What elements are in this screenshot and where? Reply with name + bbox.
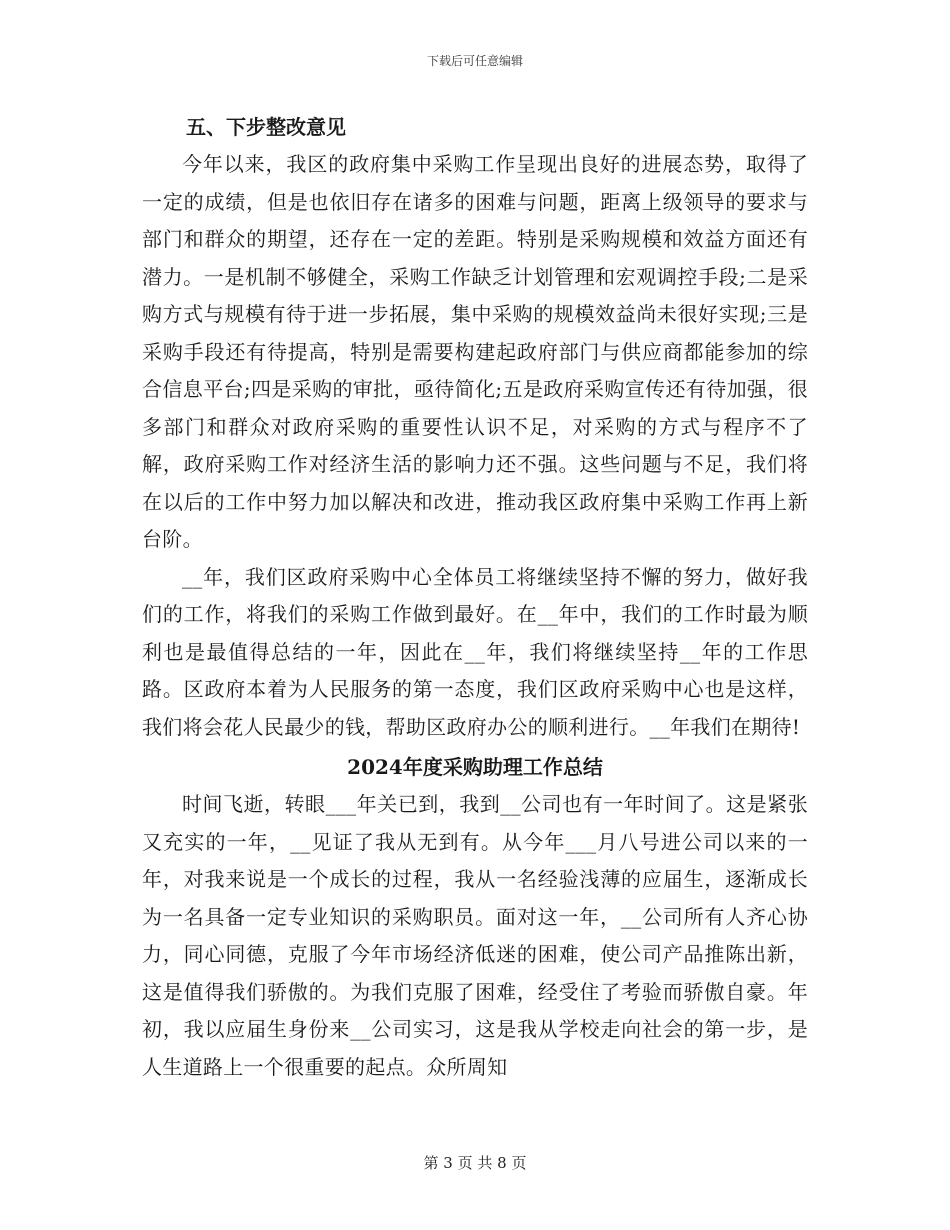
section-paragraph-2: __年，我们区政府采购中心全体员工将继续坚持不懈的努力，做好我们的工作，将我们的采购工作做到最好。在__年中，我们的工作时最为顺利也是最值得总结的一年，因此在__年，我们将继续坚持__年的工作思路。区政府本着为人民服务的第一态度，我们区政府采购中心也是这样，我们将会花人民最少的钱，帮助区政府办公的顺利进行。__年我们在期待! [142, 564, 808, 739]
section-paragraph-1: 今年以来，我区的政府集中采购工作呈现出良好的进展态势，取得了一定的成绩，但是也依旧存在诸多的困难与问题，距离上级领导的要求与部门和群众的期望，还存在一定的差距。特别是采购规模和效益方面还有潜力。一是机制不够健全，采购工作缺乏计划管理和宏观调控手段;二是采购方式与规模有待于进一步拓展，集中采购的规模效益尚未很好实现;三是采购手段还有待提高，特别是需要构建起政府部门与供应商都能参加的综合信息平台;四是采购的审批，亟待简化;五是政府采购宣传还有待加强，很多部门和群众对政府采购的重要性认识不足，对采购的方式与程序不了解，政府采购工作对经济生活的影响力还不强。这些问题与不足，我们将在以后的工作中努力加以解决和改进，推动我区政府集中采购工作再上新台阶。 [142, 152, 808, 551]
page-header-note: 下载后可任意编辑 [426, 54, 523, 68]
page-footer-number: 第 3 页 共 8 页 [423, 1154, 527, 1172]
article-paragraph-1: 时间飞逝，转眼___年关已到，我到__公司也有一年时间了。这是紧张又充实的一年，__见证了我从无到有。从今年___月八号进公司以来的一年，对我来说是一个成长的过程，我从一名经验浅薄的应届生，逐渐成长为一名具备一定专业知识的采购职员。面对这一年，__公司所有人齐心协力，同心同德，克服了今年市场经济低迷的困难，使公司产品推陈出新，这是值得我们骄傲的。为我们克服了困难，经受住了考验而骄傲自豪。年初，我以应届生身份来__公司实习，这是我从学校走向社会的第一步，是人生道路上一个很重要的起点。众所周知 [142, 792, 808, 1079]
article-title: 2024年度采购助理工作总结 [347, 755, 603, 779]
document-body [142, 108, 808, 1086]
section-heading: 五、下步整改意见 [186, 115, 346, 139]
